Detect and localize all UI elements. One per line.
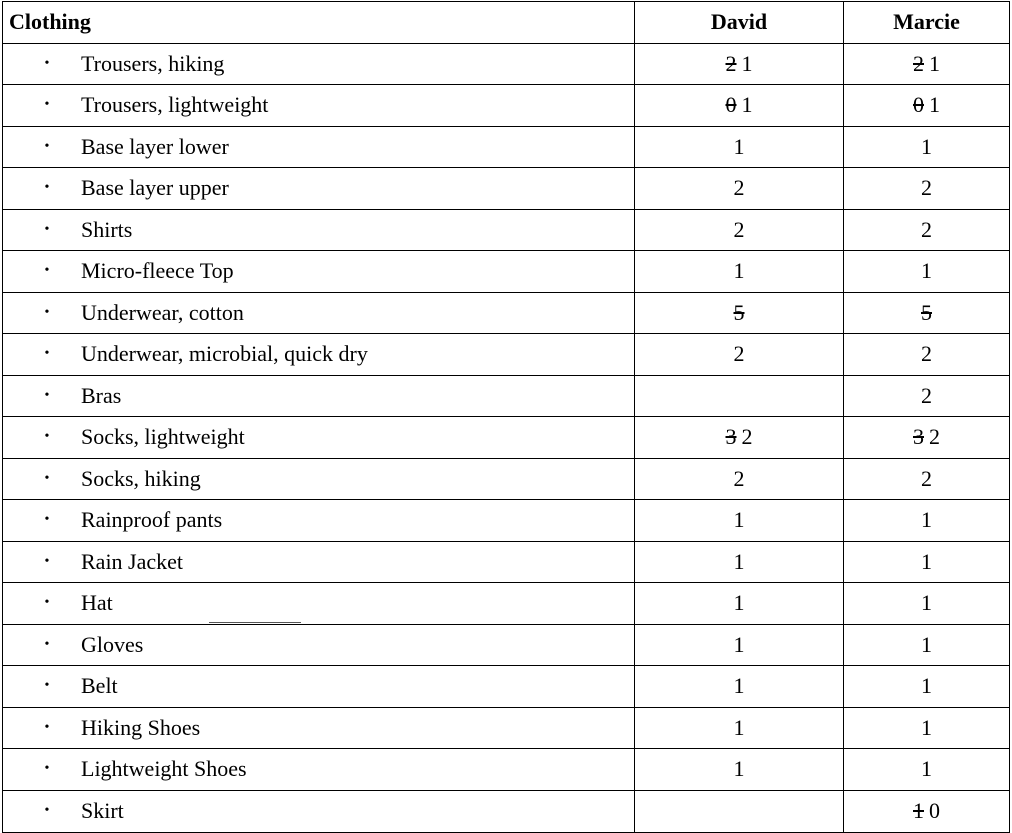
david-qty-struck: 2 — [725, 50, 737, 76]
marcie-qty-cell — [844, 583, 1009, 624]
header-marcie: Marcie — [893, 9, 960, 35]
bullet-icon: • — [44, 678, 50, 694]
david-qty: 1 — [733, 714, 745, 740]
item-label: Belt — [81, 673, 118, 699]
table-row — [3, 791, 1009, 833]
item-cell — [3, 542, 635, 583]
david-qty: 2 — [733, 216, 745, 242]
marcie-qty-struck: 2 — [913, 50, 924, 76]
bullet-icon: • — [44, 55, 50, 71]
marcie-qty: 1 — [921, 673, 932, 699]
david-qty-cell — [635, 708, 844, 749]
stray-underline — [209, 622, 301, 623]
marcie-qty: 2 — [921, 341, 932, 367]
david-qty: 1 — [733, 133, 745, 159]
table-row — [3, 666, 1009, 708]
david-qty-cell — [635, 210, 844, 251]
marcie-qty: 2 — [921, 216, 932, 242]
table-row — [3, 334, 1009, 376]
item-label: Base layer lower — [81, 133, 229, 159]
item-cell — [3, 168, 635, 209]
marcie-qty-cell — [844, 376, 1009, 417]
david-qty-cell — [635, 500, 844, 541]
david-qty: 1 — [733, 507, 745, 533]
marcie-qty: 1 — [921, 507, 932, 533]
item-label: Underwear, cotton — [81, 299, 244, 325]
header-david: David — [635, 2, 844, 43]
david-qty-cell — [635, 749, 844, 790]
item-label: Socks, hiking — [81, 465, 201, 491]
marcie-qty: 1 — [929, 92, 940, 118]
marcie-qty: 1 — [921, 756, 932, 782]
item-cell — [3, 583, 635, 624]
bullet-icon: • — [44, 719, 50, 735]
david-qty-struck: 0 — [725, 92, 737, 118]
marcie-qty-cell — [844, 334, 1009, 375]
table-row — [3, 542, 1009, 584]
item-label: Gloves — [81, 631, 144, 657]
item-label: Bras — [81, 382, 122, 408]
david-qty-cell — [635, 666, 844, 707]
table-row — [3, 127, 1009, 169]
david-qty-cell — [635, 334, 844, 375]
bullet-icon: • — [44, 636, 50, 652]
table-row — [3, 85, 1009, 127]
david-qty: 1 — [733, 258, 745, 284]
item-cell — [3, 500, 635, 541]
marcie-qty: 2 — [921, 465, 932, 491]
table-row — [3, 583, 1009, 625]
marcie-qty: 2 — [929, 424, 940, 450]
david-qty-cell — [635, 168, 844, 209]
marcie-qty-cell — [844, 459, 1009, 500]
table-row — [3, 625, 1009, 667]
david-qty: 1 — [733, 673, 745, 699]
item-cell — [3, 127, 635, 168]
marcie-qty: 1 — [921, 631, 932, 657]
david-qty-cell — [635, 251, 844, 292]
marcie-qty: 2 — [921, 382, 932, 408]
item-cell — [3, 376, 635, 417]
marcie-qty-cell — [844, 85, 1009, 126]
marcie-qty: 2 — [921, 175, 932, 201]
david-qty: 1 — [741, 50, 753, 76]
marcie-qty: 1 — [921, 714, 932, 740]
item-cell — [3, 85, 635, 126]
table-header-row — [3, 2, 1009, 44]
david-qty-cell — [635, 542, 844, 583]
bullet-icon: • — [44, 138, 50, 154]
item-cell — [3, 293, 635, 334]
david-qty: 1 — [733, 548, 745, 574]
david-qty-cell — [635, 376, 844, 417]
item-label: Trousers, lightweight — [81, 92, 269, 118]
david-qty-struck: 5 — [733, 299, 745, 325]
marcie-qty-cell — [844, 708, 1009, 749]
item-cell — [3, 459, 635, 500]
marcie-qty-cell — [844, 542, 1009, 583]
david-qty-struck: 3 — [725, 424, 737, 450]
marcie-qty-struck: 3 — [913, 424, 924, 450]
table-row — [3, 251, 1009, 293]
david-qty: 1 — [733, 631, 745, 657]
marcie-qty-cell — [844, 791, 1009, 833]
david-qty-cell — [635, 583, 844, 624]
item-label: Underwear, microbial, quick dry — [81, 341, 368, 367]
item-label: Hat — [81, 590, 113, 616]
table-row — [3, 417, 1009, 459]
item-label: Hiking Shoes — [81, 714, 201, 740]
table-row — [3, 210, 1009, 252]
table-row — [3, 376, 1009, 418]
david-qty: 1 — [733, 590, 745, 616]
table-row — [3, 500, 1009, 542]
item-label: Micro-fleece Top — [81, 258, 234, 284]
item-cell — [3, 749, 635, 790]
marcie-qty-cell — [844, 44, 1009, 85]
item-cell — [3, 625, 635, 666]
david-qty-cell — [635, 293, 844, 334]
item-label: Trousers, hiking — [81, 50, 225, 76]
table-row — [3, 293, 1009, 335]
item-cell — [3, 210, 635, 251]
marcie-qty-struck: 0 — [913, 92, 924, 118]
table-row — [3, 708, 1009, 750]
david-qty-cell — [635, 459, 844, 500]
marcie-qty-struck: 1 — [913, 798, 924, 824]
david-qty-cell — [635, 417, 844, 458]
marcie-qty-cell — [844, 666, 1009, 707]
marcie-qty-struck: 5 — [921, 299, 932, 325]
item-label: Rain Jacket — [81, 548, 184, 574]
david-qty: 2 — [733, 175, 745, 201]
bullet-icon: • — [44, 553, 50, 569]
david-qty: 2 — [733, 465, 745, 491]
david-qty-cell — [635, 85, 844, 126]
david-qty: 2 — [733, 341, 745, 367]
item-cell — [3, 44, 635, 85]
bullet-icon: • — [44, 803, 50, 819]
marcie-qty-cell — [844, 168, 1009, 209]
marcie-qty-cell — [844, 749, 1009, 790]
marcie-qty: 1 — [921, 590, 932, 616]
david-qty: 1 — [733, 756, 745, 782]
david-qty-cell — [635, 791, 844, 833]
marcie-qty: 1 — [921, 258, 932, 284]
bullet-icon: • — [44, 221, 50, 237]
table-row — [3, 44, 1009, 86]
bullet-icon: • — [44, 346, 50, 362]
item-cell — [3, 334, 635, 375]
clothing-packing-table — [2, 1, 1010, 833]
marcie-qty-cell — [844, 500, 1009, 541]
bullet-icon: • — [44, 180, 50, 196]
david-qty-cell — [635, 625, 844, 666]
marcie-qty-cell — [844, 293, 1009, 334]
bullet-icon: • — [44, 429, 50, 445]
item-cell — [3, 251, 635, 292]
table-row — [3, 168, 1009, 210]
item-label: Shirts — [81, 216, 133, 242]
marcie-qty-cell — [844, 417, 1009, 458]
bullet-icon: • — [44, 387, 50, 403]
item-cell — [3, 708, 635, 749]
bullet-icon: • — [44, 470, 50, 486]
david-qty-cell — [635, 44, 844, 85]
item-cell — [3, 666, 635, 707]
david-qty-cell — [635, 127, 844, 168]
item-label: Lightweight Shoes — [81, 756, 247, 782]
item-cell — [3, 417, 635, 458]
item-cell — [3, 791, 635, 833]
header-clothing: Clothing — [3, 2, 635, 43]
bullet-icon: • — [44, 761, 50, 777]
bullet-icon: • — [44, 304, 50, 320]
bullet-icon: • — [44, 97, 50, 113]
marcie-qty-cell — [844, 625, 1009, 666]
item-label: Socks, lightweight — [81, 424, 245, 450]
marcie-qty-cell — [844, 251, 1009, 292]
marcie-qty: 0 — [929, 798, 940, 824]
marcie-qty-cell — [844, 210, 1009, 251]
item-label: Skirt — [81, 798, 124, 824]
marcie-qty: 1 — [921, 548, 932, 574]
item-label: Rainproof pants — [81, 507, 223, 533]
david-qty: 1 — [741, 92, 753, 118]
david-qty: 2 — [741, 424, 753, 450]
table-row — [3, 459, 1009, 501]
bullet-icon: • — [44, 263, 50, 279]
marcie-qty: 1 — [929, 50, 940, 76]
item-label: Base layer upper — [81, 175, 229, 201]
bullet-icon: • — [44, 512, 50, 528]
marcie-qty-cell — [844, 127, 1009, 168]
table-row — [3, 749, 1009, 791]
marcie-qty: 1 — [921, 133, 932, 159]
bullet-icon: • — [44, 595, 50, 611]
